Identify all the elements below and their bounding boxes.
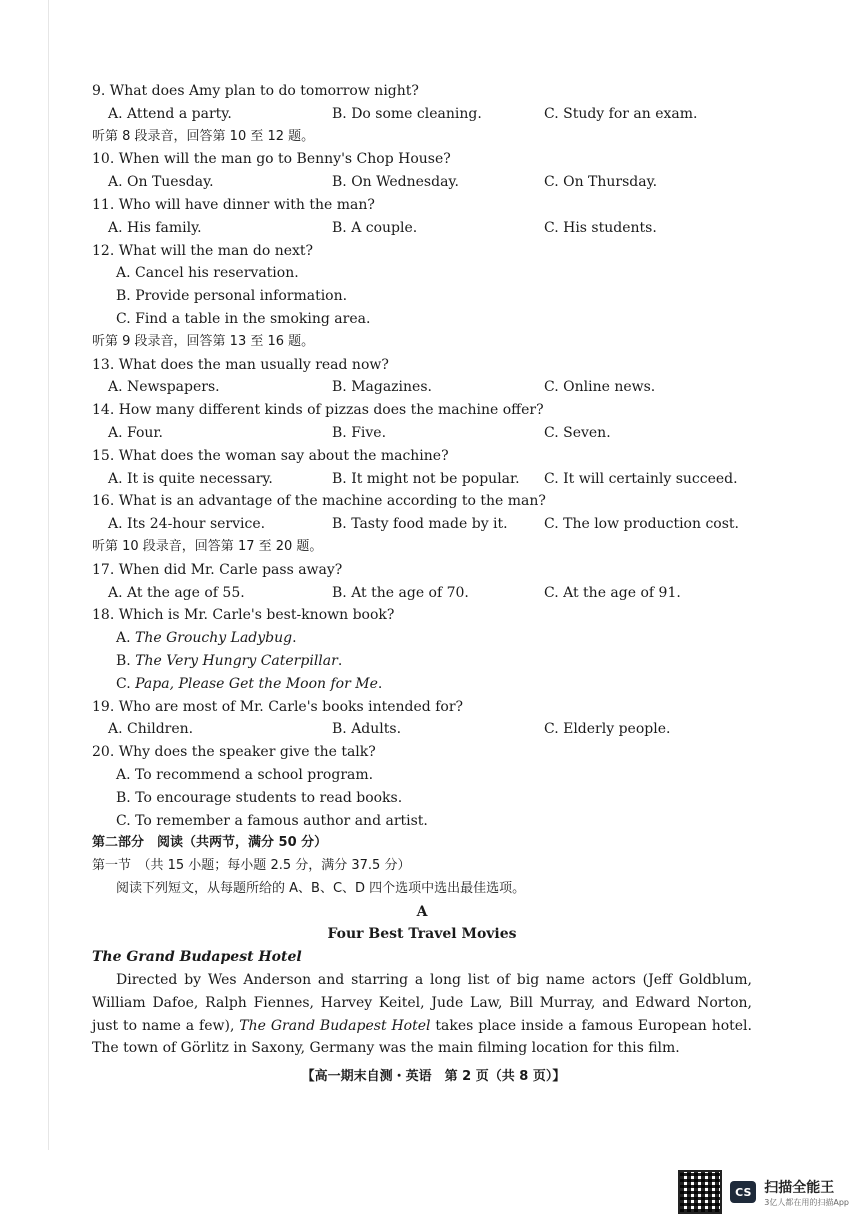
question-text: 16. What is an advantage of the machine according to the man? [92,493,546,510]
question-text: 20. Why does the speaker give the talk? [92,744,376,761]
qr-code-icon [678,1170,722,1214]
question-text: 18. Which is Mr. Carle's best-known book? [92,607,395,624]
option-line: B. Provide personal information. [116,288,348,305]
option-line: A. To recommend a school program. [116,766,374,783]
section-instruction: 听第 9 段录音，回答第 13 至 16 题。 [92,333,315,349]
option-b: B. It might not be popular. [332,470,520,487]
question-text: 17. When did Mr. Carle pass away? [92,561,343,578]
book-title: The Very Hungry Caterpillar [135,652,338,669]
option-c: C. His students. [544,219,657,236]
options-row [92,376,752,399]
section-heading: 第二部分 阅读（共两节，满分 50 分） [92,835,328,851]
option-a: A. Newspapers. [108,379,220,396]
options-row [92,422,752,445]
option-c: C. Study for an exam. [544,105,698,122]
paragraph-text: takes place inside a famous European hotel. The town of Görlitz in Saxony, Germany was the main filming location for this film. [92,1017,752,1057]
option-line [92,673,752,696]
option-b: B. On Wednesday. [332,174,459,191]
option-b: B. Five. [332,424,387,441]
question-text: 10. When will the man go to Benny's Chop House? [92,151,451,168]
options-row [92,718,752,741]
option-c: C. Seven. [544,424,611,441]
page-edge-shadow [48,0,49,1150]
question-text: 11. Who will have dinner with the man? [92,196,375,213]
option-prefix: A. [116,630,136,647]
option-a: A. Attend a party. [108,105,232,122]
option-a: A. Its 24-hour service. [108,516,266,533]
movie-title-inline: The Grand Budapest Hotel [239,1017,431,1034]
options-row [92,513,752,536]
option-c: C. On Thursday. [544,174,658,191]
option-suffix: . [337,652,343,669]
watermark-subtitle: 3亿人都在用的扫描App [764,1197,849,1207]
option-a: A. On Tuesday. [108,174,214,191]
section-instruction: 听第 10 段录音，回答第 17 至 20 题。 [92,538,323,554]
page-footer: 【高一期末自测・英语 第 2 页（共 8 页）】 [301,1069,566,1084]
question-text: 13. What does the man usually read now? [92,356,389,373]
question-text: 19. Who are most of Mr. Carle's books intended for? [92,698,464,715]
option-line: C. To remember a famous author and artist. [116,812,428,829]
option-a: A. Children. [108,721,194,738]
book-title: Papa, Please Get the Moon for Me [135,675,378,692]
option-b: B. A couple. [332,219,418,236]
options-row [92,582,752,605]
section-instruction: 第一节 （共 15 小题；每小题 2.5 分，满分 37.5 分） [92,858,411,874]
option-b: B. Magazines. [332,379,432,396]
option-prefix: C. [116,675,136,692]
book-title: The Grouchy Ladybug [135,630,293,647]
passage-heading: A [416,903,428,920]
option-a: A. Four. [108,424,164,441]
option-a: A. At the age of 55. [108,584,245,601]
option-c: C. Elderly people. [544,721,671,738]
options-row [92,103,752,126]
options-row [92,171,752,194]
option-b: B. Tasty food made by it. [332,516,508,533]
option-suffix: . [377,675,383,692]
passage-heading: Four Best Travel Movies [327,926,517,943]
options-row [92,217,752,240]
option-b: B. Do some cleaning. [332,105,482,122]
option-line [92,650,752,673]
option-c: C. At the age of 91. [544,584,681,601]
passage-paragraph [92,969,752,1060]
question-text: 12. What will the man do next? [92,242,314,259]
question-text: 14. How many different kinds of pizzas does the machine offer? [92,402,544,419]
movie-title: The Grand Budapest Hotel [92,949,302,966]
options-row [92,468,752,491]
option-a: A. His family. [108,219,202,236]
option-line: A. Cancel his reservation. [116,265,299,282]
option-c: C. It will certainly succeed. [544,470,738,487]
option-b: B. At the age of 70. [332,584,469,601]
scanner-watermark [678,1170,849,1214]
section-instruction: 听第 8 段录音，回答第 10 至 12 题。 [92,128,315,144]
question-text: 15. What does the woman say about the machine? [92,447,449,464]
camscanner-logo-icon: CS [730,1181,756,1203]
option-suffix: . [292,630,297,647]
option-c: C. Online news. [544,379,656,396]
option-line: C. Find a table in the smoking area. [116,310,371,327]
option-prefix: B. [116,652,136,669]
option-b: B. Adults. [332,721,402,738]
option-c: C. The low production cost. [544,516,739,533]
watermark-title: 扫描全能王 [764,1179,835,1196]
option-line [92,627,752,650]
question-text: 9. What does Amy plan to do tomorrow night? [92,83,419,99]
option-line: B. To encourage students to read books. [116,789,403,806]
exam-content [92,80,752,1060]
reading-instruction: 阅读下列短文，从每题所给的 A、B、C、D 四个选项中选出最佳选项。 [116,880,526,896]
option-a: A. It is quite necessary. [108,470,273,487]
paragraph-text: Directed by Wes Anderson and starring a long list of big name actors (Jeff Goldblum, William Dafoe, Ralph Fiennes, Harvey Keitel, Jude Law, Bill Murray, and Edward Norton, just to name a few), [92,972,752,1034]
